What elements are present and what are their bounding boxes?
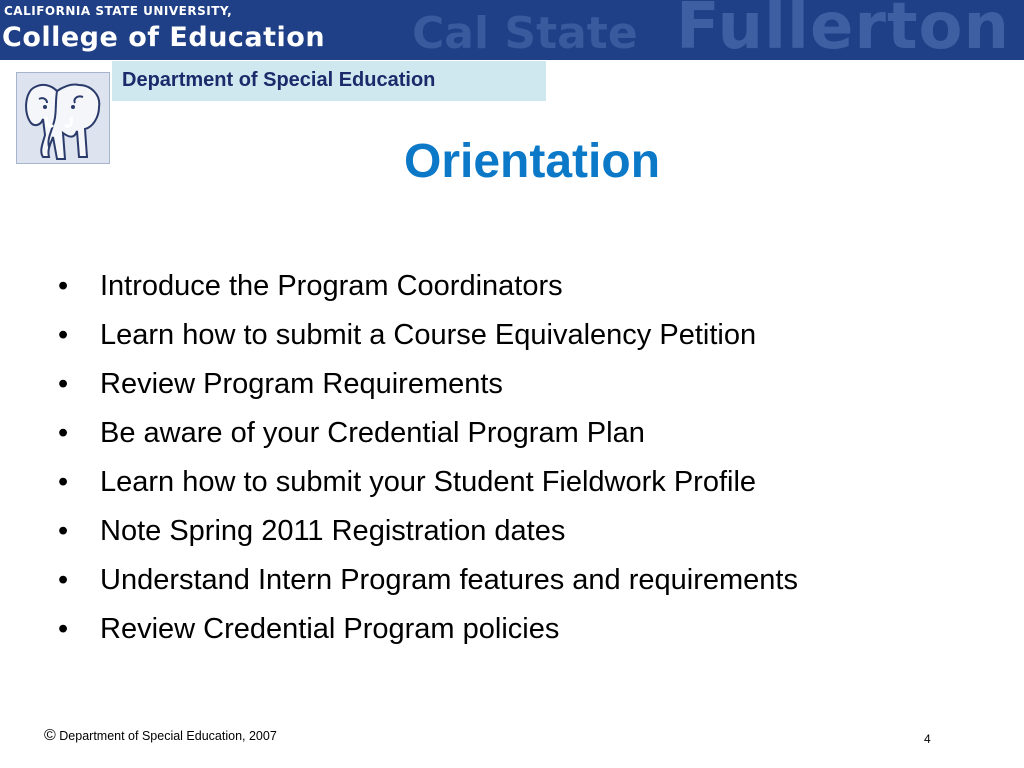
footer-text: Department of Special Education, 2007 [59,729,277,743]
university-line: CALIFORNIA STATE UNIVERSITY, [4,4,233,18]
bullet-text: Review Credential Program policies [100,613,560,645]
slide-title: Orientation [404,135,661,188]
bullet-marker: • [58,270,69,302]
cal-state-wordmark: Cal State [412,8,638,59]
bullet-text: Review Program Requirements [100,368,503,400]
college-name: College of Education [2,22,326,53]
bullet-text: Understand Intern Program features and requirements [100,564,798,596]
fullerton-wordmark: Fullerton [676,0,1011,60]
elephant-icon [16,72,110,164]
bullet-marker: • [58,368,69,400]
page-number: 4 [924,732,931,746]
bullet-marker: • [58,319,69,351]
bullet-text: Note Spring 2011 Registration dates [100,515,566,547]
bullet-marker: • [58,564,69,596]
bullet-marker: • [58,466,69,498]
department-label-box [112,61,546,101]
bullet-text: Introduce the Program Coordinators [100,270,563,302]
footer-copyright [44,727,277,745]
bullet-text: Learn how to submit a Course Equivalency Petition [100,319,757,351]
bullet-marker: • [58,613,69,645]
header-banner [0,0,1024,60]
bullet-marker: • [58,515,69,547]
copyright-symbol: © [44,727,56,744]
bullet-text: Learn how to submit your Student Fieldwork Profile [100,466,757,498]
department-label: Department of Special Education [122,69,436,91]
bullet-marker: • [58,417,69,449]
bullet-text: Be aware of your Credential Program Plan [100,417,645,449]
